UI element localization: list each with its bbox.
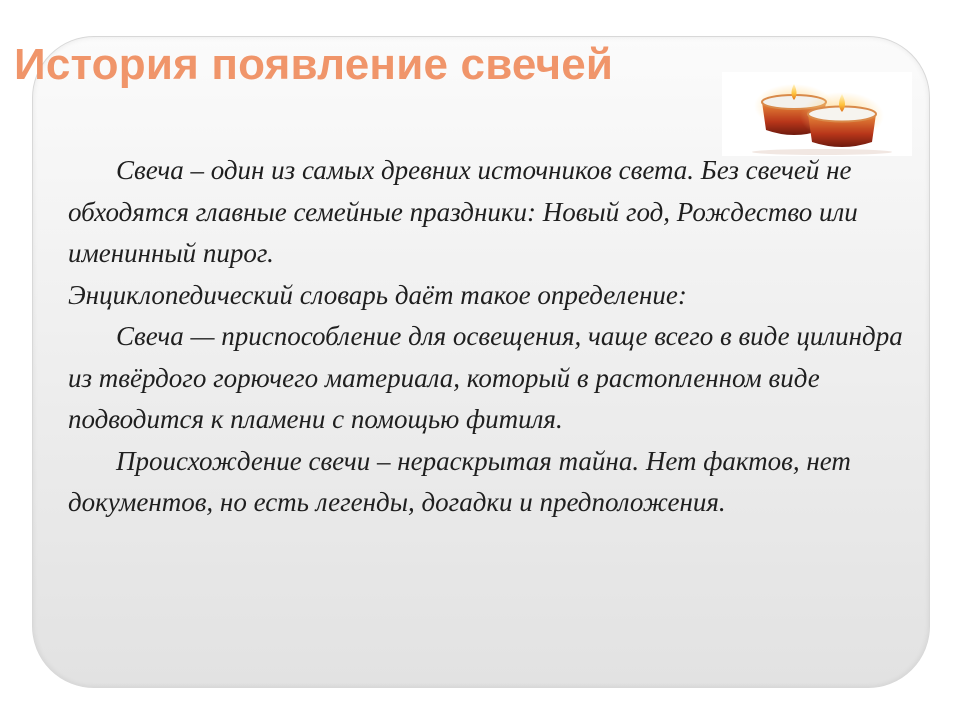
slide-title: История появление свечей xyxy=(14,40,614,89)
candles-icon xyxy=(722,72,912,156)
paragraph-origin: Происхождение свечи – нераскрытая тайна. Нет фактов, нет документов, но есть легенды, догадки и предположения. xyxy=(68,445,851,517)
paragraph-encyclopedia: Энциклопедический словарь даёт такое определение: xyxy=(68,279,687,310)
paragraph-intro: Свеча – один из самых древних источников света. Без свечей не обходятся главные семейные праздники: Новый год, Рождество или именинный пирог. xyxy=(68,155,858,268)
paragraph-definition: Свеча — приспособление для освещения, чаще всего в виде цилиндра из твёрдого горючего материала, который в растопленном виде подводится к пламени с помощью фитиля. xyxy=(68,321,903,434)
slide-body xyxy=(68,150,908,524)
